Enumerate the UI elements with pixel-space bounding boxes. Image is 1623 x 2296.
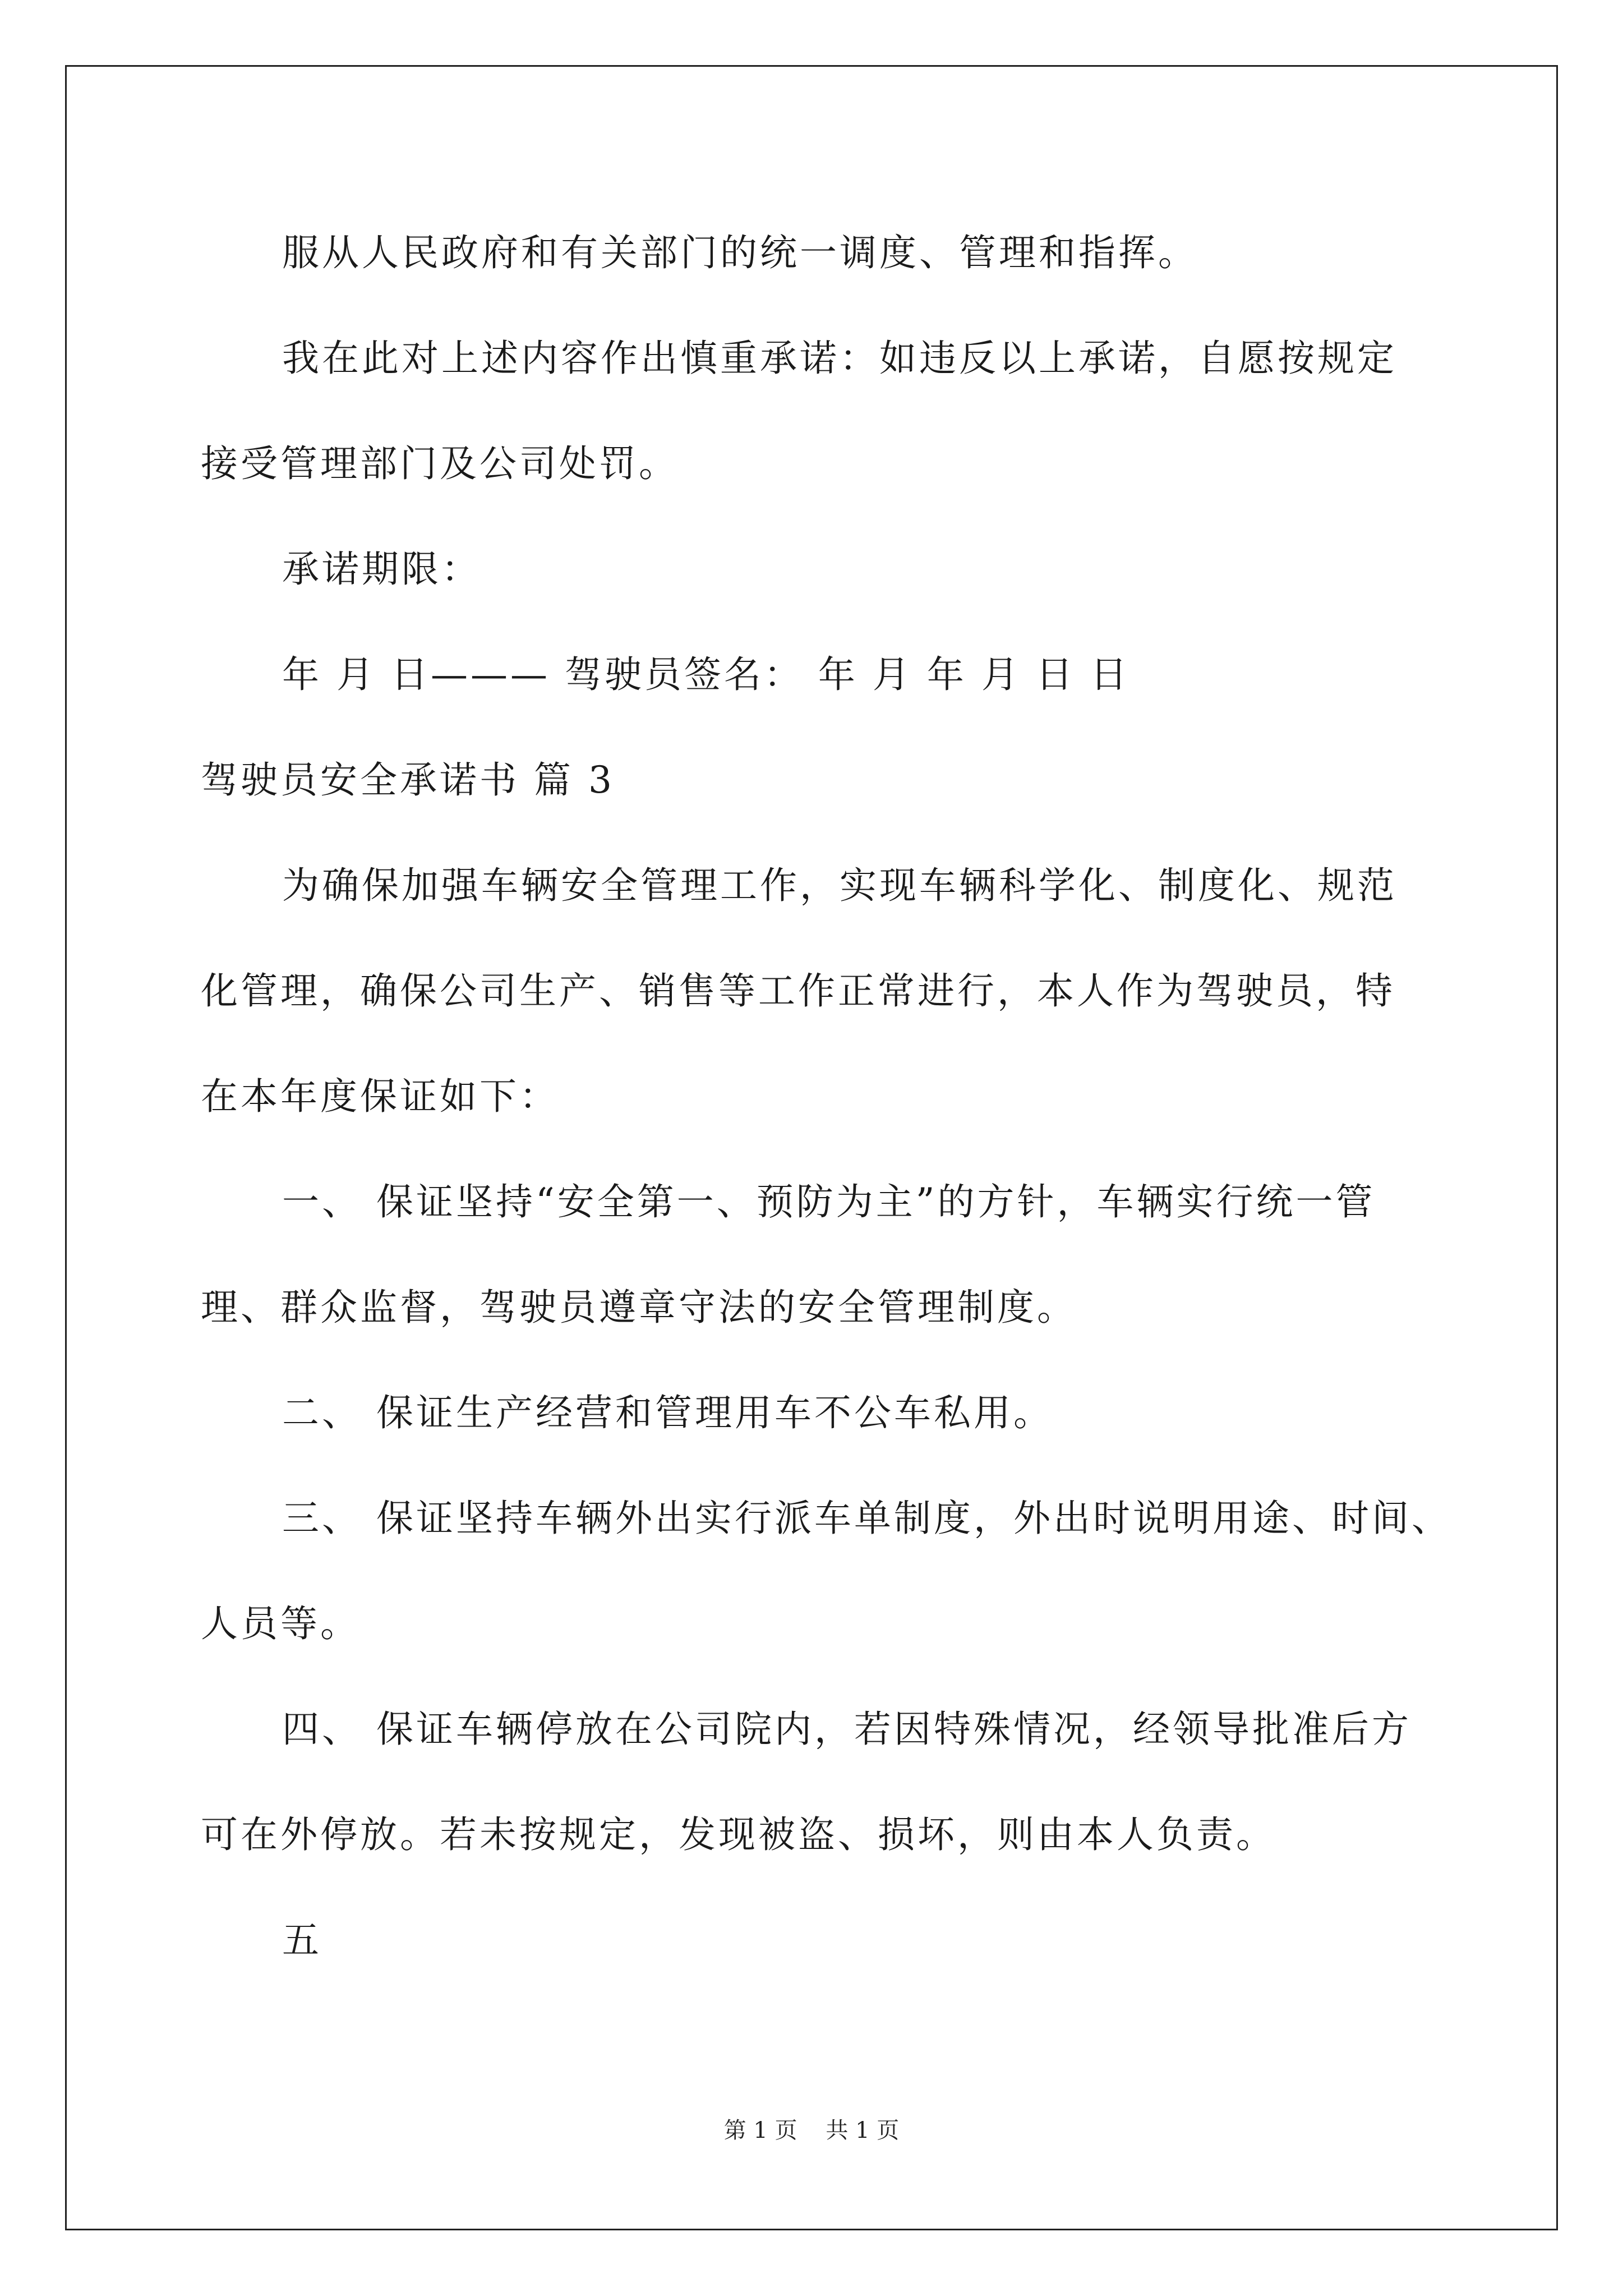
list-item: 三、 保证坚持车辆外出实行派车单制度，外出时说明用途、时间、 — [282, 1497, 1451, 1540]
text-line: 承诺期限： — [282, 547, 481, 591]
page-frame — [65, 65, 1558, 2230]
text-line: 人员等。 — [201, 1602, 360, 1645]
signature-line: 年 月 日——— 驾驶员签名： 年 月 年 月 日 日 — [282, 653, 1130, 696]
page-number: 第 1 页 共 1 页 — [723, 2118, 900, 2143]
text-line: 可在外停放。若未按规定，发现被盗、损坏，则由本人负责。 — [201, 1813, 1276, 1856]
text-line: 在本年度保证如下： — [201, 1075, 559, 1118]
list-item: 一、 保证坚持“安全第一、预防为主”的方针，车辆实行统一管 — [282, 1180, 1376, 1223]
text-line: 理、群众监督，驾驶员遵章守法的安全管理制度。 — [201, 1286, 1077, 1329]
text-line: 化管理，确保公司生产、销售等工作正常进行，本人作为驾驶员，特 — [201, 969, 1395, 1013]
list-item: 五 — [282, 1918, 322, 1962]
text-line: 服从人民政府和有关部门的统一调度、管理和指挥。 — [282, 231, 1198, 274]
list-item: 二、 保证生产经营和管理用车不公车私用。 — [282, 1391, 1053, 1434]
section-heading: 驾驶员安全承诺书 篇 3 — [201, 758, 615, 802]
text-line: 我在此对上述内容作出慎重承诺：如违反以上承诺，自愿按规定 — [282, 337, 1397, 380]
list-item: 四、 保证车辆停放在公司院内，若因特殊情况，经领导批准后方 — [282, 1708, 1412, 1751]
text-line: 接受管理部门及公司处罚。 — [201, 442, 679, 485]
text-line: 为确保加强车辆安全管理工作，实现车辆科学化、制度化、规范 — [282, 864, 1397, 907]
